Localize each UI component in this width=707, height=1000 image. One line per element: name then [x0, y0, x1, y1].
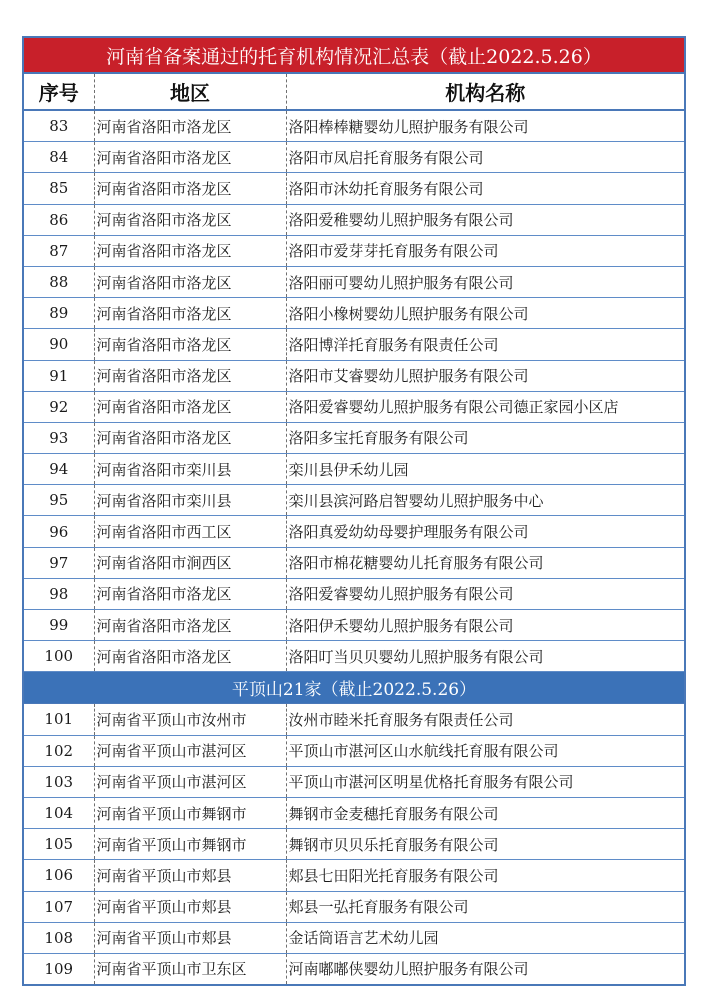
- cell-number: 96: [24, 516, 94, 547]
- summary-table-document: [22, 36, 686, 986]
- cell-number: 89: [24, 298, 94, 329]
- cell-region: 河南省平顶山市舞钢市: [94, 797, 286, 828]
- cell-number: 83: [24, 110, 94, 142]
- cell-number: 103: [24, 766, 94, 797]
- table-title: 河南省备案通过的托育机构情况汇总表（截止2022.5.26）: [24, 38, 684, 74]
- table-row: [24, 578, 684, 609]
- table-row: [24, 329, 684, 360]
- cell-region: 河南省洛阳市洛龙区: [94, 610, 286, 641]
- cell-number: 93: [24, 422, 94, 453]
- cell-institution-name: 洛阳市沐幼托育服务有限公司: [286, 173, 684, 204]
- cell-number: 95: [24, 485, 94, 516]
- cell-number: 101: [24, 704, 94, 735]
- cell-number: 92: [24, 391, 94, 422]
- table-row: [24, 110, 684, 142]
- cell-number: 107: [24, 891, 94, 922]
- cell-institution-name: 洛阳真爱幼幼母婴护理服务有限公司: [286, 516, 684, 547]
- section-title-pingdingshan: 平顶山21家（截止2022.5.26）: [24, 672, 684, 704]
- cell-number: 100: [24, 641, 94, 672]
- cell-number: 85: [24, 173, 94, 204]
- cell-region: 河南省平顶山市湛河区: [94, 735, 286, 766]
- cell-region: 河南省平顶山市卫东区: [94, 953, 286, 984]
- cell-number: 94: [24, 454, 94, 485]
- header-name: 机构名称: [286, 74, 684, 110]
- cell-number: 97: [24, 547, 94, 578]
- cell-region: 河南省洛阳市西工区: [94, 516, 286, 547]
- cell-institution-name: 平顶山市湛河区明星优格托育服务有限公司: [286, 766, 684, 797]
- table-row: [24, 704, 684, 735]
- cell-region: 河南省洛阳市洛龙区: [94, 360, 286, 391]
- cell-institution-name: 洛阳市艾睿婴幼儿照护服务有限公司: [286, 360, 684, 391]
- cell-region: 河南省平顶山市郏县: [94, 860, 286, 891]
- cell-region: 河南省平顶山市郏县: [94, 922, 286, 953]
- cell-number: 84: [24, 142, 94, 173]
- header-region: 地区: [94, 74, 286, 110]
- cell-region: 河南省洛阳市栾川县: [94, 485, 286, 516]
- cell-institution-name: 郏县一弘托育服务有限公司: [286, 891, 684, 922]
- section-header-row: [24, 672, 684, 704]
- cell-institution-name: 舞钢市贝贝乐托育服务有限公司: [286, 829, 684, 860]
- cell-institution-name: 平顶山市湛河区山水航线托育服有限公司: [286, 735, 684, 766]
- cell-region: 河南省洛阳市洛龙区: [94, 110, 286, 142]
- cell-number: 86: [24, 204, 94, 235]
- cell-region: 河南省洛阳市洛龙区: [94, 422, 286, 453]
- cell-institution-name: 洛阳市爱芽芽托育服务有限公司: [286, 235, 684, 266]
- cell-region: 河南省洛阳市洛龙区: [94, 266, 286, 297]
- cell-number: 87: [24, 235, 94, 266]
- cell-institution-name: 洛阳爱睿婴幼儿照护服务有限公司德正家园小区店: [286, 391, 684, 422]
- table-row: [24, 829, 684, 860]
- cell-number: 106: [24, 860, 94, 891]
- cell-institution-name: 栾川县滨河路启智婴幼儿照护服务中心: [286, 485, 684, 516]
- cell-institution-name: 洛阳叮当贝贝婴幼儿照护服务有限公司: [286, 641, 684, 672]
- cell-number: 104: [24, 797, 94, 828]
- table-row: [24, 641, 684, 672]
- header-no: 序号: [24, 74, 94, 110]
- cell-institution-name: 金话筒语言艺术幼儿园: [286, 922, 684, 953]
- cell-institution-name: 洛阳爱稚婴幼儿照护服务有限公司: [286, 204, 684, 235]
- cell-region: 河南省洛阳市洛龙区: [94, 578, 286, 609]
- cell-region: 河南省洛阳市洛龙区: [94, 204, 286, 235]
- table-row: [24, 485, 684, 516]
- header-row: [24, 74, 684, 110]
- cell-number: 90: [24, 329, 94, 360]
- cell-institution-name: 郏县七田阳光托育服务有限公司: [286, 860, 684, 891]
- table-row: [24, 766, 684, 797]
- cell-institution-name: 洛阳博洋托育服务有限责任公司: [286, 329, 684, 360]
- cell-institution-name: 洛阳市棉花糖婴幼儿托育服务有限公司: [286, 547, 684, 578]
- table-row: [24, 454, 684, 485]
- table-row: [24, 266, 684, 297]
- table-row: [24, 735, 684, 766]
- cell-institution-name: 栾川县伊禾幼儿园: [286, 454, 684, 485]
- table-row: [24, 391, 684, 422]
- cell-institution-name: 洛阳丽可婴幼儿照护服务有限公司: [286, 266, 684, 297]
- cell-institution-name: 洛阳市凤启托育服务有限公司: [286, 142, 684, 173]
- cell-institution-name: 洛阳棒棒糖婴幼儿照护服务有限公司: [286, 110, 684, 142]
- cell-number: 108: [24, 922, 94, 953]
- cell-region: 河南省洛阳市洛龙区: [94, 391, 286, 422]
- cell-institution-name: 洛阳伊禾婴幼儿照护服务有限公司: [286, 610, 684, 641]
- cell-region: 河南省平顶山市湛河区: [94, 766, 286, 797]
- table-row: [24, 360, 684, 391]
- cell-number: 98: [24, 578, 94, 609]
- cell-number: 109: [44, 959, 74, 978]
- cell-region: 河南省洛阳市洛龙区: [94, 142, 286, 173]
- table-row: [24, 860, 684, 891]
- table-row: [24, 422, 684, 453]
- cell-region: 河南省洛阳市涧西区: [94, 547, 286, 578]
- cell-region: 河南省洛阳市洛龙区: [94, 235, 286, 266]
- cell-region: 河南省洛阳市洛龙区: [94, 329, 286, 360]
- cell-number: 102: [24, 735, 94, 766]
- table-row: [24, 610, 684, 641]
- cell-region: 河南省洛阳市洛龙区: [94, 641, 286, 672]
- cell-institution-name: 河南嘟嘟侠婴幼儿照护服务有限公司: [286, 953, 684, 984]
- cell-number: 99: [24, 610, 94, 641]
- table-row: [24, 204, 684, 235]
- cell-region: 河南省洛阳市洛龙区: [94, 173, 286, 204]
- table-row: [24, 797, 684, 828]
- cell-region: 河南省洛阳市洛龙区: [94, 298, 286, 329]
- table-row: [24, 891, 684, 922]
- cell-institution-name: 汝州市睦米托育服务有限责任公司: [286, 704, 684, 735]
- table-row: [24, 922, 684, 953]
- table-body: [24, 110, 684, 984]
- table-row: [24, 547, 684, 578]
- table-row: [24, 235, 684, 266]
- table-row: [24, 516, 684, 547]
- cell-number: 105: [24, 829, 94, 860]
- cell-institution-name: 洛阳小橡树婴幼儿照护服务有限公司: [286, 298, 684, 329]
- table-row: [24, 142, 684, 173]
- cell-region: 河南省洛阳市栾川县: [94, 454, 286, 485]
- cell-number: 91: [24, 360, 94, 391]
- cell-number: 88: [24, 266, 94, 297]
- cell-institution-name: 舞钢市金麦穗托育服务有限公司: [286, 797, 684, 828]
- cell-institution-name: 洛阳多宝托育服务有限公司: [286, 422, 684, 453]
- cell-region: 河南省平顶山市舞钢市: [94, 829, 286, 860]
- institution-table: [24, 74, 684, 984]
- table-row: [24, 173, 684, 204]
- table-row: [24, 953, 684, 984]
- cell-institution-name: 洛阳爱睿婴幼儿照护服务有限公司: [286, 578, 684, 609]
- table-row: [24, 298, 684, 329]
- cell-region: 河南省平顶山市汝州市: [94, 704, 286, 735]
- cell-region: 河南省平顶山市郏县: [94, 891, 286, 922]
